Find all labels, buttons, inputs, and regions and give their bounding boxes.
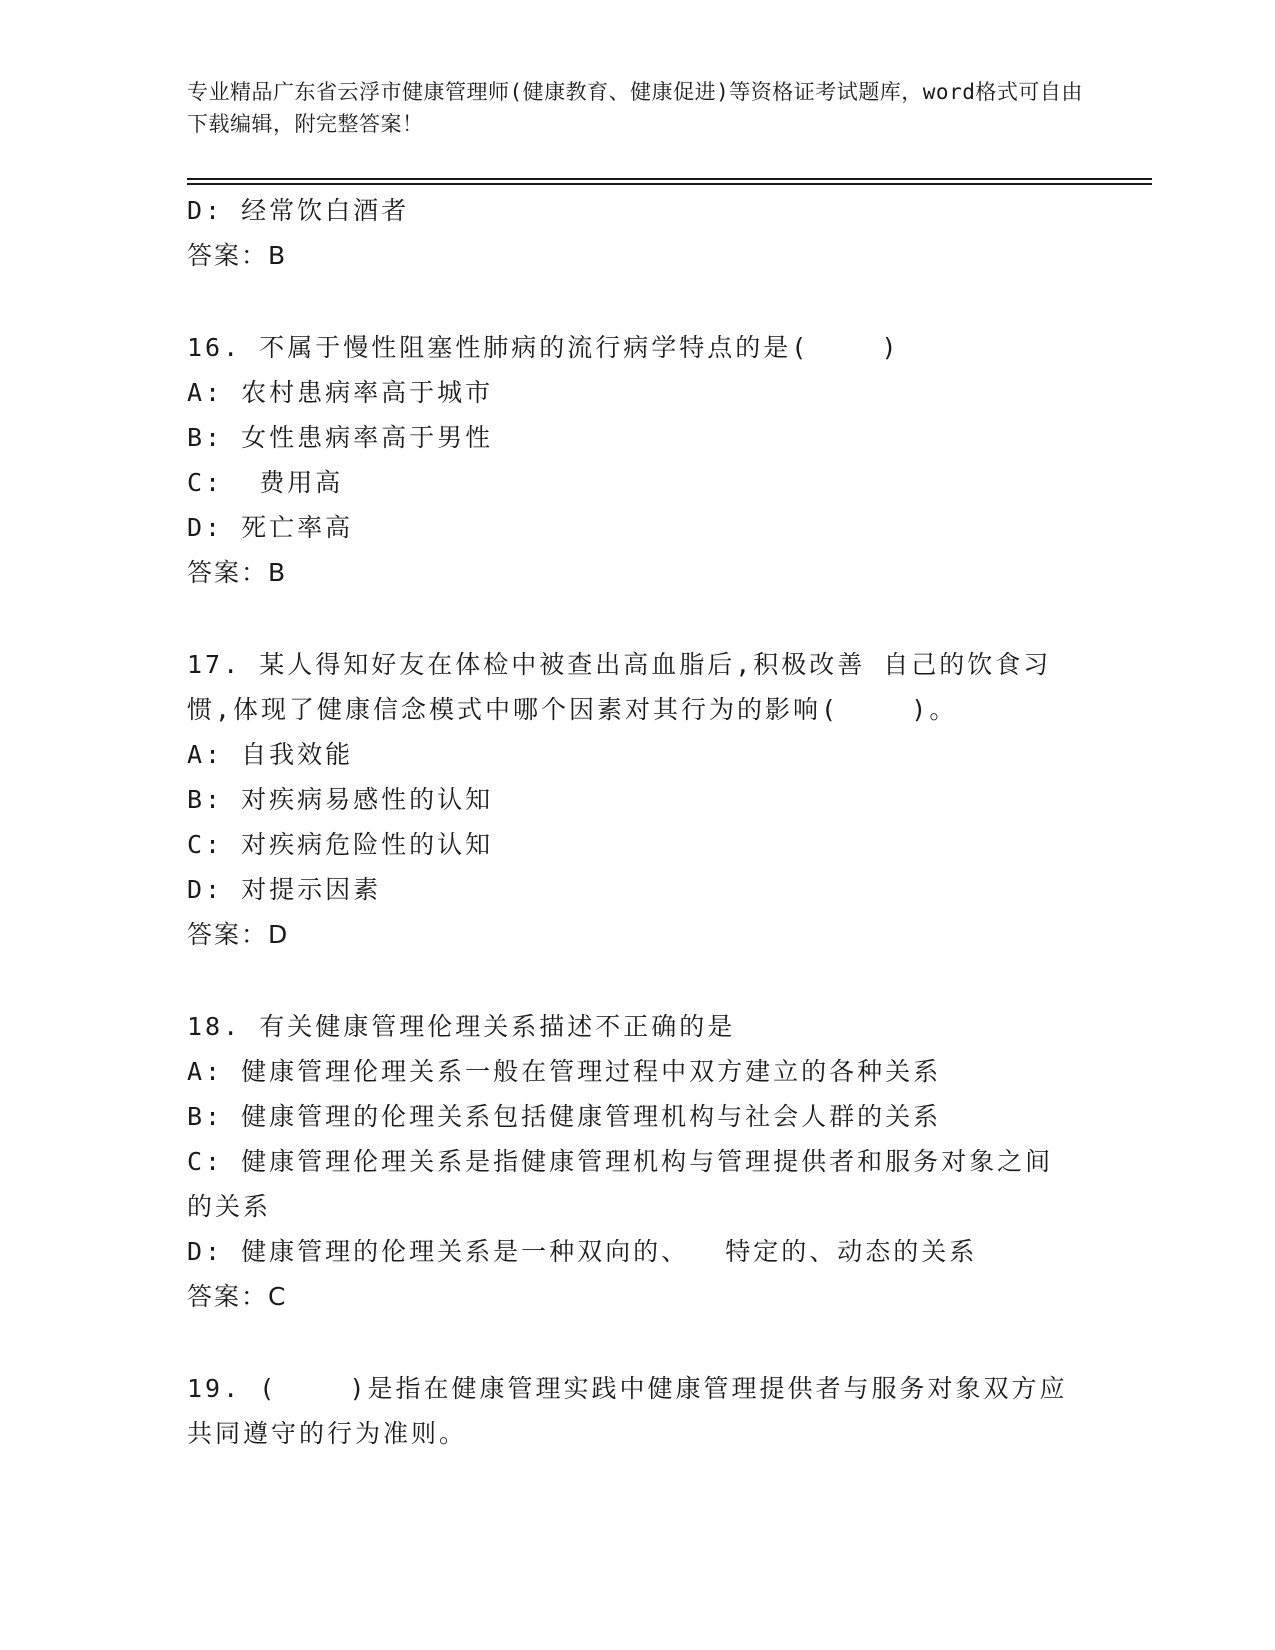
option-c-line-1: C: 健康管理伦理关系是指健康管理机构与管理提供者和服务对象之间	[187, 1147, 1054, 1176]
header-rule-bottom	[187, 183, 1152, 185]
option-b: B: 女性患病率高于男性	[187, 423, 494, 452]
option-b: B: 健康管理的伦理关系包括健康管理机构与社会人群的关系	[187, 1102, 942, 1131]
question-17	[187, 642, 1087, 957]
option-c: C: 对疾病危险性的认知	[187, 830, 494, 859]
question-stem-line-2: 共同遵守的行为准则。	[187, 1419, 468, 1448]
option-b: B: 对疾病易感性的认知	[187, 785, 494, 814]
question-stem: 16. 不属于慢性阻塞性肺病的流行病学特点的是( )	[187, 333, 900, 362]
option-a: A: 自我效能	[187, 740, 354, 769]
page-header	[187, 76, 1087, 140]
spacer	[187, 1319, 1087, 1366]
option-d: D: 经常饮白酒者	[187, 196, 410, 225]
question-content	[187, 188, 1087, 1456]
spacer	[187, 278, 1087, 325]
answer: 答案：D	[187, 920, 290, 949]
question-18	[187, 1004, 1087, 1319]
question-stem-line-1: 17. 某人得知好友在体检中被查出高血脂后,积极改善 自己的饮食习	[187, 650, 1052, 679]
question-stem-line-2: 惯,体现了健康信念模式中哪个因素对其行为的影响( )。	[187, 695, 958, 724]
answer: 答案：B	[187, 558, 288, 587]
option-a: A: 健康管理伦理关系一般在管理过程中双方建立的各种关系	[187, 1057, 942, 1086]
spacer	[187, 595, 1087, 642]
spacer	[187, 957, 1087, 1004]
option-c-line-2: 的关系	[187, 1192, 272, 1221]
answer: 答案：B	[187, 241, 288, 270]
option-d: D: 对提示因素	[187, 875, 382, 904]
option-a: A: 农村患病率高于城市	[187, 378, 494, 407]
header-text: 专业精品广东省云浮市健康管理师(健康教育、健康促进)等资格证考试题库，word格式可自由下载编辑，附完整答案！	[187, 80, 1083, 136]
question-16	[187, 325, 1087, 595]
question-stem: 18. 有关健康管理伦理关系描述不正确的是	[187, 1012, 736, 1041]
question-15-tail	[187, 188, 1087, 278]
option-c: C: 费用高	[187, 468, 344, 497]
question-stem-line-1: 19. ( )是指在健康管理实践中健康管理提供者与服务对象双方应	[187, 1374, 1068, 1403]
answer: 答案：C	[187, 1282, 288, 1311]
header-rule-top	[187, 178, 1152, 180]
question-19	[187, 1366, 1087, 1456]
option-d: D: 死亡率高	[187, 513, 354, 542]
option-d: D: 健康管理的伦理关系是一种双向的、 特定的、动态的关系	[187, 1237, 978, 1266]
